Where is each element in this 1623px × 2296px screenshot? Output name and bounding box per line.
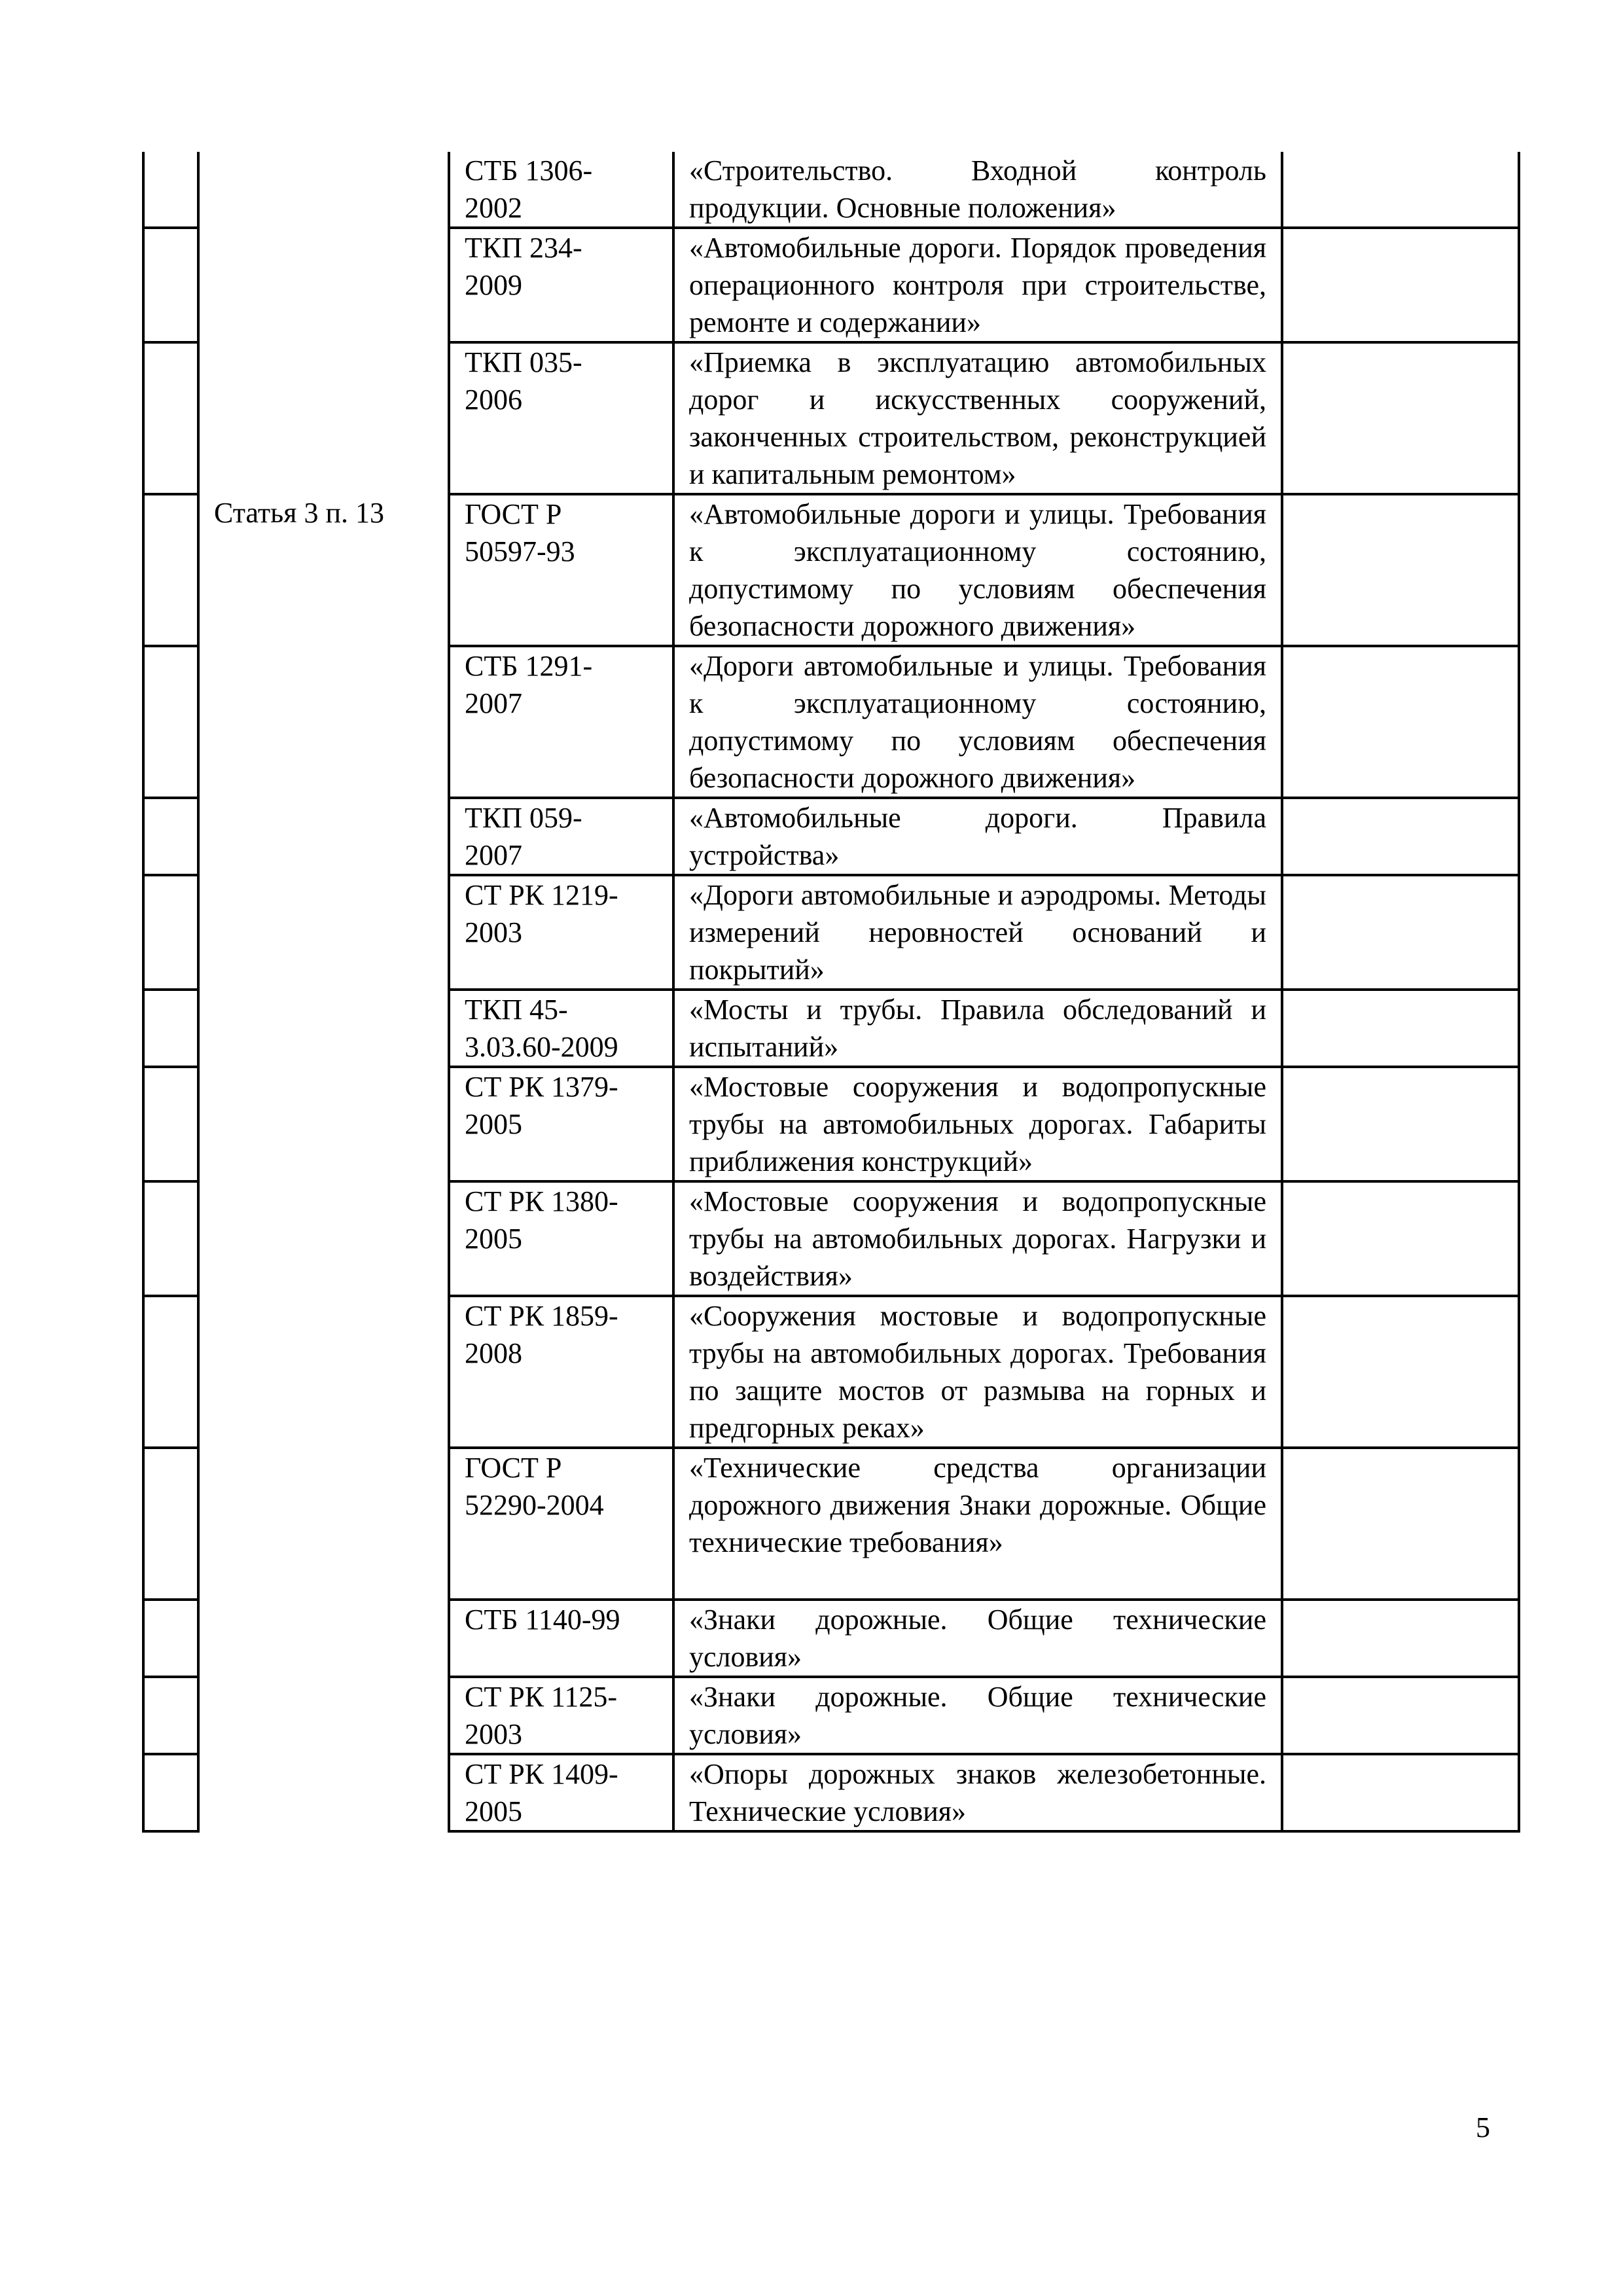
standard-title-text: «Мостовые сооружения и водопропускные трубы на автомобильных дорогах. Нагрузки и воздействия»	[689, 1185, 1266, 1292]
notes-cell	[1282, 342, 1519, 494]
standard-title-text: «Автомобильные дороги. Правила устройства»	[689, 802, 1266, 871]
standard-title-cell	[673, 875, 1282, 990]
row-marker-cell	[143, 228, 198, 342]
notes-cell	[1282, 1448, 1519, 1600]
standard-title-cell	[673, 1296, 1282, 1448]
standard-title-text: «Дороги автомобильные и аэродромы. Методы измерений неровностей оснований и покрытий»	[689, 879, 1266, 986]
standard-code-cell: СТ РК 1379- 2005	[449, 1067, 673, 1181]
article-cell	[198, 1448, 449, 1600]
standard-title-cell	[673, 152, 1282, 228]
standard-code-cell: СТ РК 1125- 2003	[449, 1677, 673, 1754]
notes-cell	[1282, 875, 1519, 990]
standard-code-cell: СТБ 1306- 2002	[449, 152, 673, 228]
article-cell	[198, 1296, 449, 1448]
standard-title-text: «Сооружения мостовые и водопропускные трубы на автомобильных дорогах. Требования по защите мостов от размыва на горных и предгорных реках»	[689, 1300, 1266, 1444]
standard-title-cell	[673, 1754, 1282, 1831]
row-marker-cell	[143, 1067, 198, 1181]
article-cell	[198, 798, 449, 875]
standard-title-cell	[673, 1448, 1282, 1600]
row-marker-cell	[143, 1600, 198, 1677]
standard-title-cell	[673, 1677, 1282, 1754]
standard-title-cell	[673, 990, 1282, 1067]
article-cell	[198, 1754, 449, 1831]
standard-title-cell	[673, 228, 1282, 342]
table-row	[143, 342, 1519, 494]
standard-title-text: «Строительство. Входной контроль продукции. Основные положения»	[689, 154, 1266, 224]
article-cell	[198, 152, 449, 228]
notes-cell	[1282, 1600, 1519, 1677]
notes-cell	[1282, 494, 1519, 646]
standard-code-cell: ТКП 035- 2006	[449, 342, 673, 494]
article-cell	[198, 228, 449, 342]
table-row	[143, 1677, 1519, 1754]
row-marker-cell	[143, 646, 198, 798]
row-marker-cell	[143, 494, 198, 646]
table-row	[143, 1296, 1519, 1448]
standard-title-cell	[673, 646, 1282, 798]
row-marker-cell	[143, 875, 198, 990]
standard-title-text: «Технические средства организации дорожного движения Знаки дорожные. Общие технические требования»	[689, 1452, 1266, 1558]
standard-code-cell: СТ РК 1859- 2008	[449, 1296, 673, 1448]
standard-title-cell	[673, 798, 1282, 875]
standard-code-cell: ГОСТ Р 50597-93	[449, 494, 673, 646]
standard-title-text: «Знаки дорожные. Общие технические условия»	[689, 1604, 1266, 1673]
notes-cell	[1282, 646, 1519, 798]
standard-code-cell: СТ РК 1219- 2003	[449, 875, 673, 990]
notes-cell	[1282, 228, 1519, 342]
standard-title-text: «Знаки дорожные. Общие технические условия»	[689, 1681, 1266, 1750]
article-cell	[198, 646, 449, 798]
standard-title-text: «Опоры дорожных знаков железобетонные. Технические условия»	[689, 1758, 1266, 1827]
row-marker-cell	[143, 1677, 198, 1754]
standard-code-cell: ТКП 059- 2007	[449, 798, 673, 875]
article-cell	[198, 1181, 449, 1296]
row-marker-cell	[143, 990, 198, 1067]
table-row	[143, 990, 1519, 1067]
standard-title-text: «Автомобильные дороги. Порядок проведения операционного контроля при строительстве, ремонте и содержании»	[689, 232, 1266, 338]
standard-title-cell	[673, 1181, 1282, 1296]
standard-title-text: «Автомобильные дороги и улицы. Требования к эксплуатационному состоянию, допустимому по условиям обеспечения безопасности дорожного движения»	[689, 498, 1266, 642]
table-row	[143, 1600, 1519, 1677]
article-cell: Статья 3 п. 13	[198, 494, 449, 646]
standard-title-cell	[673, 342, 1282, 494]
notes-cell	[1282, 1677, 1519, 1754]
notes-cell	[1282, 1181, 1519, 1296]
row-marker-cell	[143, 1296, 198, 1448]
standard-title-text: «Мостовые сооружения и водопропускные трубы на автомобильных дорогах. Габариты приближения конструкций»	[689, 1071, 1266, 1177]
blank-line	[689, 1561, 1266, 1598]
row-marker-cell	[143, 1754, 198, 1831]
row-marker-cell	[143, 798, 198, 875]
standard-code-cell: СТ РК 1409- 2005	[449, 1754, 673, 1831]
standard-code-cell: ТКП 234- 2009	[449, 228, 673, 342]
standard-code-cell: СТБ 1291- 2007	[449, 646, 673, 798]
standard-code-cell: СТ РК 1380- 2005	[449, 1181, 673, 1296]
table-row	[143, 1181, 1519, 1296]
standard-title-cell	[673, 1067, 1282, 1181]
table-row	[143, 1067, 1519, 1181]
row-marker-cell	[143, 1181, 198, 1296]
article-cell	[198, 990, 449, 1067]
notes-cell	[1282, 152, 1519, 228]
article-cell	[198, 1677, 449, 1754]
row-marker-cell	[143, 1448, 198, 1600]
table-row	[143, 1448, 1519, 1600]
standard-title-cell	[673, 1600, 1282, 1677]
standards-table-body	[143, 152, 1519, 1831]
row-marker-cell	[143, 152, 198, 228]
standard-title-text: «Дороги автомобильные и улицы. Требования к эксплуатационному состоянию, допустимому по условиям обеспечения безопасности дорожного движения»	[689, 650, 1266, 794]
table-row	[143, 152, 1519, 228]
table-row	[143, 798, 1519, 875]
table-row	[143, 228, 1519, 342]
notes-cell	[1282, 798, 1519, 875]
standards-table	[142, 152, 1520, 1833]
article-cell	[198, 1600, 449, 1677]
notes-cell	[1282, 1067, 1519, 1181]
standard-code-cell: СТБ 1140-99	[449, 1600, 673, 1677]
table-row	[143, 875, 1519, 990]
row-marker-cell	[143, 342, 198, 494]
standard-code-cell: ТКП 45- 3.03.60-2009	[449, 990, 673, 1067]
notes-cell	[1282, 990, 1519, 1067]
table-row	[143, 494, 1519, 646]
notes-cell	[1282, 1754, 1519, 1831]
table-row	[143, 646, 1519, 798]
article-cell	[198, 1067, 449, 1181]
table-row	[143, 1754, 1519, 1831]
notes-cell	[1282, 1296, 1519, 1448]
standard-title-cell	[673, 494, 1282, 646]
page-number: 5	[1476, 2111, 1490, 2144]
article-cell	[198, 342, 449, 494]
standard-code-cell: ГОСТ Р 52290-2004	[449, 1448, 673, 1600]
article-cell	[198, 875, 449, 990]
standard-title-text: «Приемка в эксплуатацию автомобильных дорог и искусственных сооружений, законченных строительством, реконструкцией и капитальным ремонтом»	[689, 346, 1266, 490]
standard-title-text: «Мосты и трубы. Правила обследований и испытаний»	[689, 994, 1266, 1063]
